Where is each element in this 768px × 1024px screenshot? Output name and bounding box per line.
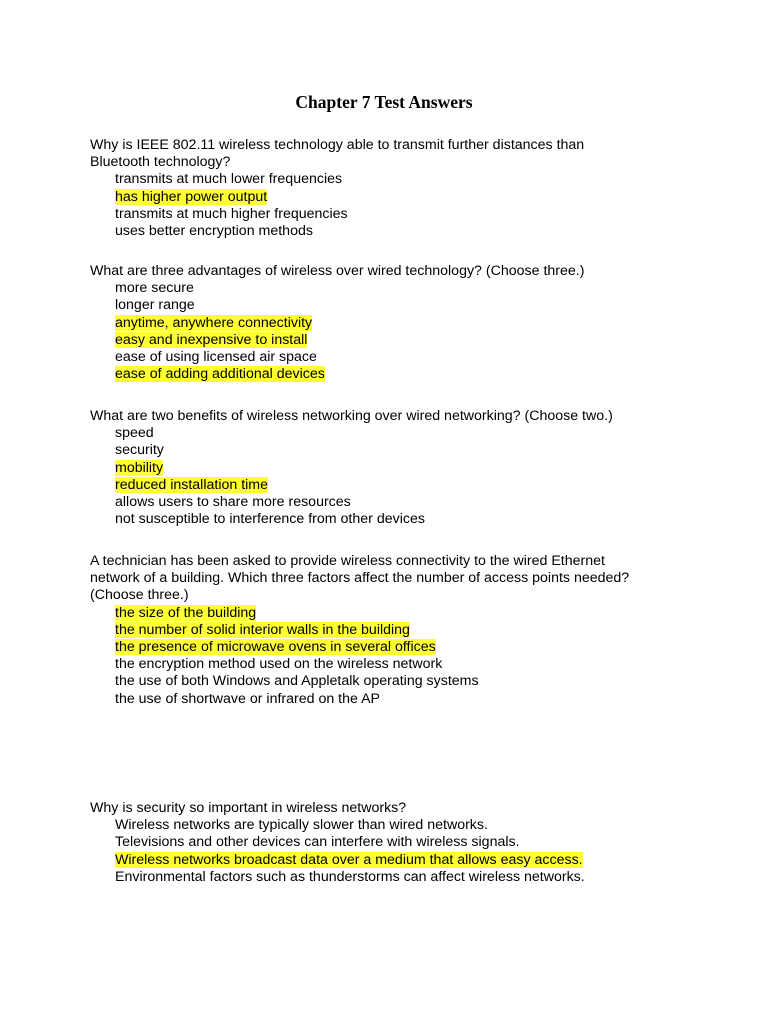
answer-option <box>115 622 690 639</box>
question-text: What are two benefits of wireless networking over wired networking? (Choose two.) <box>90 408 613 424</box>
answer-option <box>115 817 690 834</box>
answer-option-text: transmits at much higher frequencies <box>115 205 348 222</box>
answer-option-text: anytime, anywhere connectivity <box>115 314 313 331</box>
answer-option <box>115 189 690 206</box>
question-text: Why is IEEE 802.11 wireless technology able to transmit further distances than Bluetooth technology? <box>90 137 585 171</box>
answer-option <box>115 639 690 656</box>
answer-option <box>115 869 690 886</box>
answer-option <box>115 349 690 366</box>
answer-option <box>115 691 690 708</box>
answer-option-text: more secure <box>115 280 194 297</box>
question-block <box>90 408 690 528</box>
answer-option-text: the use of both Windows and Appletalk operating systems <box>115 673 479 690</box>
answer-option <box>115 673 690 690</box>
answer-option-text: ease of using licensed air space <box>115 348 317 365</box>
question-block <box>90 553 690 708</box>
answer-option <box>115 297 690 314</box>
answer-option-text: uses better encryption methods <box>115 222 313 239</box>
answer-option-text: security <box>115 442 164 459</box>
answer-option-text: Televisions and other devices can interfere with wireless signals. <box>115 834 520 851</box>
answer-option-text: the number of solid interior walls in the building <box>115 621 410 638</box>
answer-option-text: the use of shortwave or infrared on the AP <box>115 690 380 707</box>
page-title: Chapter 7 Test Answers <box>295 92 473 112</box>
answer-option <box>115 280 690 297</box>
answer-option-text: ease of adding additional devices <box>115 366 325 383</box>
question-text: A technician has been asked to provide wireless connectivity to the wired Ethernet network of a building. Which three factors affect the number of access points needed? (Choose three.) <box>90 553 630 604</box>
answer-option <box>115 477 690 494</box>
answer-option-text: not susceptible to interference from other devices <box>115 511 425 528</box>
answer-option-text: mobility <box>115 459 164 476</box>
answer-option-text: has higher power output <box>115 188 268 205</box>
answer-option-text: Environmental factors such as thunderstorms can affect wireless networks. <box>115 868 585 885</box>
answer-option-text: the presence of microwave ovens in several offices <box>115 638 436 655</box>
answer-option-text: the size of the building <box>115 604 257 621</box>
question-block <box>90 800 690 886</box>
answer-option <box>115 605 690 622</box>
answer-option <box>115 460 690 477</box>
answer-option-text: transmits at much lower frequencies <box>115 171 343 188</box>
answer-options <box>90 171 690 240</box>
answer-option <box>115 656 690 673</box>
answer-option <box>115 425 690 442</box>
answer-option-text: Wireless networks are typically slower than wired networks. <box>115 817 488 834</box>
answer-option <box>115 852 690 869</box>
answer-option <box>115 315 690 332</box>
answer-option <box>115 511 690 528</box>
answer-option <box>115 206 690 223</box>
question-block <box>90 137 690 240</box>
answer-options <box>90 817 690 886</box>
answer-option-text: Wireless networks broadcast data over a medium that allows easy access. <box>115 851 583 868</box>
question-text: What are three advantages of wireless over wired technology? (Choose three.) <box>90 263 585 279</box>
answer-option <box>115 834 690 851</box>
answer-option-text: the encryption method used on the wireless network <box>115 656 443 673</box>
question-text: Why is security so important in wireless networks? <box>90 800 407 816</box>
answer-option <box>115 366 690 383</box>
answer-option <box>115 494 690 511</box>
answer-option <box>115 332 690 349</box>
answer-option <box>115 223 690 240</box>
answer-option <box>115 171 690 188</box>
answer-option-text: easy and inexpensive to install <box>115 331 308 348</box>
answer-options <box>90 425 690 528</box>
answer-option-text: speed <box>115 425 154 442</box>
answer-option-text: allows users to share more resources <box>115 493 351 510</box>
answer-option-text: longer range <box>115 297 195 314</box>
answer-option-text: reduced installation time <box>115 476 268 493</box>
question-block <box>90 263 690 383</box>
answer-options <box>90 280 690 383</box>
answer-option <box>115 442 690 459</box>
answer-options <box>90 605 690 708</box>
